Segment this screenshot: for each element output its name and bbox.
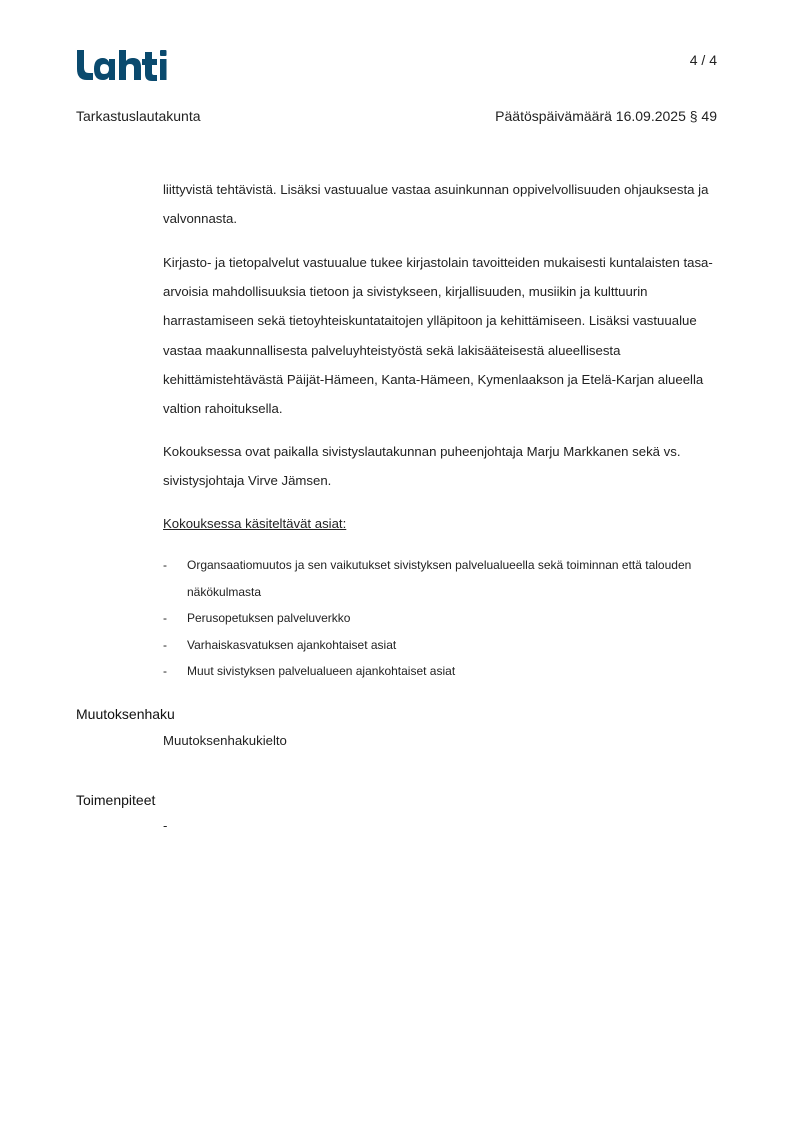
paragraph: liittyvistä tehtävistä. Lisäksi vastuualue vastaa asuinkunnan oppivelvollisuuden ohjauksesta ja valvonnasta. (163, 182, 709, 227)
committee-name: Tarkastuslautakunta (76, 108, 201, 124)
dash-bullet: - (163, 558, 167, 572)
appeal-section-body: Muutoksenhakukielto (163, 733, 287, 748)
page-number: 4 / 4 (689, 52, 717, 68)
actions-section-title: Toimenpiteet (76, 792, 156, 808)
agenda-list (163, 552, 723, 685)
agenda-item-text: Organsaatiomuutos ja sen vaikutukset sivistyksen palvelualueella sekä toiminnan että talouden näkökulmasta (187, 558, 692, 599)
agenda-item (163, 552, 723, 605)
dash-bullet: - (163, 664, 167, 678)
agenda-heading: Kokouksessa käsiteltävät asiat: (163, 516, 347, 531)
paragraph: Kokouksessa ovat paikalla sivistyslautakunnan puheenjohtaja Marju Markkanen sekä vs. sivistysjohtaja Virve Jämsen. (163, 444, 681, 489)
agenda-item-text: Perusopetuksen palveluverkko (187, 611, 351, 625)
appeal-section-title: Muutoksenhaku (76, 706, 175, 722)
agenda-item-text: Muut sivistyksen palvelualueen ajankohtaiset asiat (187, 664, 456, 678)
agenda-item (163, 605, 723, 632)
lahti-logo (75, 46, 167, 82)
agenda-item (163, 658, 723, 685)
actions-section-body: - (163, 818, 168, 833)
paragraph: Kirjasto- ja tietopalvelut vastuualue tukee kirjastolain tavoitteiden mukaisesti kuntalaisten tasa-arvoisia mahdollisuuksia tietoon ja sivistykseen, kirjallisuuden, musiikin ja kulttuurin harrastamiseen sekä tietoyhteiskuntataitojen ylläpitoon ja kehittämiseen. Lisäksi vastuualue vastaa maakunnallisesta palveluyhteistyöstä sekä lakisääteisestä alueellisesta kehittämistehtävästä Päijät-Hämeen, Kanta-Hämeen, Kymenlaakson ja Etelä-Karjan alueella valtion rahoituksella. (163, 255, 713, 417)
decision-date: Päätöspäivämäärä 16.09.2025 § 49 (495, 108, 717, 124)
dash-bullet: - (163, 611, 167, 625)
agenda-item (163, 632, 723, 659)
dash-bullet: - (163, 637, 167, 652)
agenda-item-text: Varhaiskasvatuksen ajankohtaiset asiat (187, 637, 397, 652)
